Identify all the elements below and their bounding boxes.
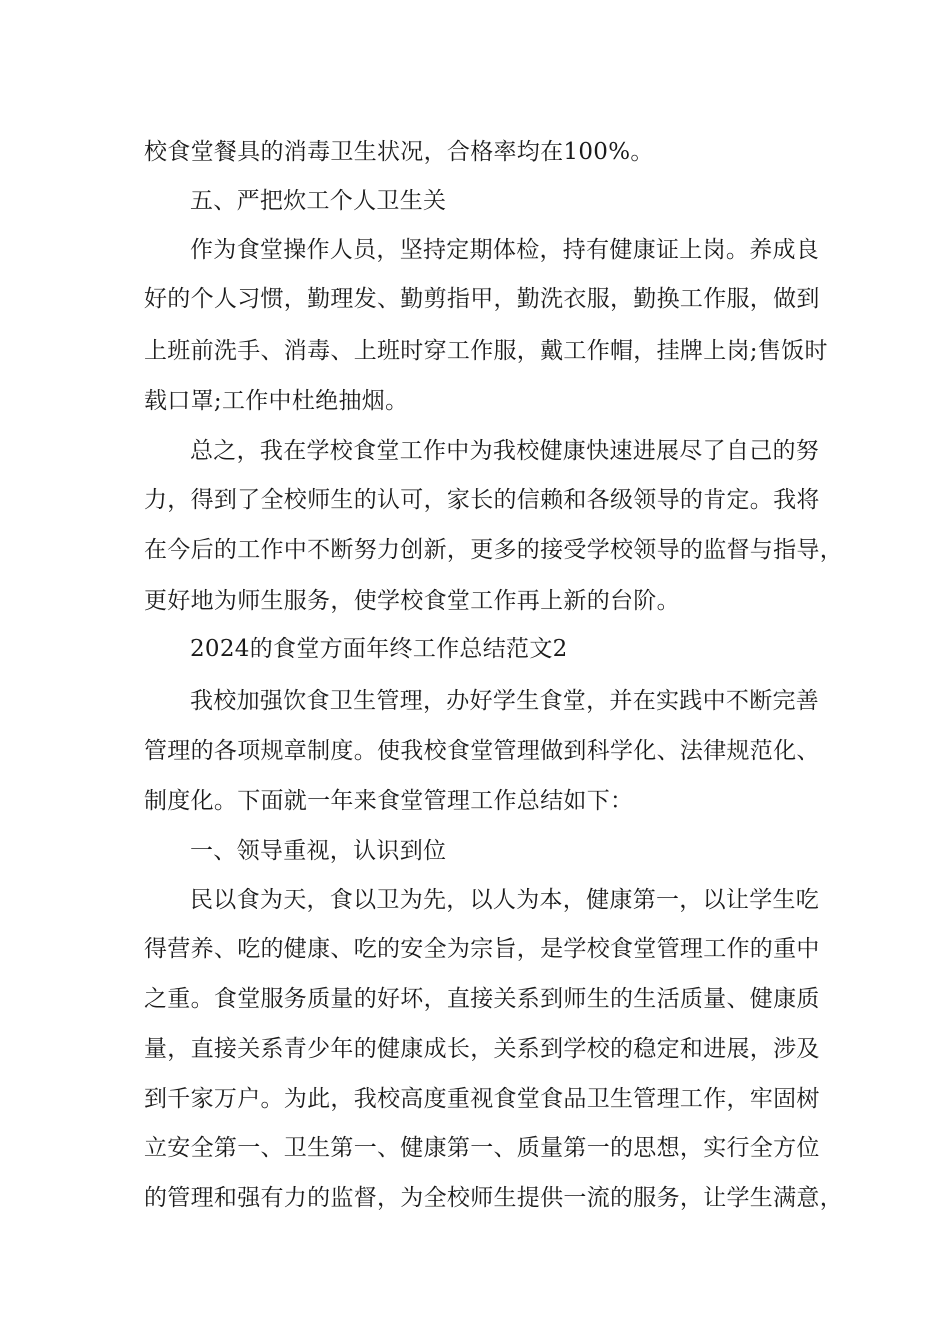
paragraph-line: 民以食为天，食以卫为先，以人为本，健康第一，以让学生吃 <box>190 887 820 913</box>
paragraph-line: 到千家万户。为此，我校高度重视食堂食品卫生管理工作，牢固树 <box>144 1086 820 1112</box>
paragraph-line: 更好地为师生服务，使学校食堂工作再上新的台阶。 <box>144 588 680 614</box>
paragraph-line: 制度化。下面就一年来食堂管理工作总结如下： <box>144 788 634 814</box>
document-subtitle: 2024的食堂方面年终工作总结范文2 <box>190 636 568 662</box>
section-heading: 五、严把炊工个人卫生关 <box>190 188 447 214</box>
paragraph-line: 我校加强饮食卫生管理，办好学生食堂，并在实践中不断完善 <box>190 688 820 714</box>
paragraph-line: 在今后的工作中不断努力创新，更多的接受学校领导的监督与指导， <box>144 537 843 563</box>
paragraph-line: 得营养、吃的健康、吃的安全为宗旨，是学校食堂管理工作的重中 <box>144 936 820 962</box>
paragraph-line: 作为食堂操作人员，坚持定期体检，持有健康证上岗。养成良 <box>190 237 820 263</box>
paragraph-line: 总之，我在学校食堂工作中为我校健康快速进展尽了自己的努 <box>190 438 820 464</box>
paragraph-line: 管理的各项规章制度。使我校食堂管理做到科学化、法律规范化、 <box>144 738 820 764</box>
section-heading: 一、领导重视，认识到位 <box>190 838 447 864</box>
paragraph-line: 上班前洗手、消毒、上班时穿工作服，戴工作帽，挂牌上岗;售饭时 <box>144 338 828 364</box>
paragraph-line: 量，直接关系青少年的健康成长，关系到学校的稳定和进展，涉及 <box>144 1036 820 1062</box>
paragraph-line: 之重。食堂服务质量的好坏，直接关系到师生的生活质量、健康质 <box>144 986 820 1012</box>
paragraph-line: 好的个人习惯，勤理发、勤剪指甲，勤洗衣服，勤换工作服，做到 <box>144 286 820 312</box>
paragraph-line: 力，得到了全校师生的认可，家长的信赖和各级领导的肯定。我将 <box>144 487 820 513</box>
paragraph-line: 载口罩;工作中杜绝抽烟。 <box>144 388 409 414</box>
paragraph-line: 的管理和强有力的监督，为全校师生提供一流的服务，让学生满意， <box>144 1185 843 1211</box>
paragraph-line: 校食堂餐具的消毒卫生状况，合格率均在100%。 <box>144 139 654 165</box>
paragraph-line: 立安全第一、卫生第一、健康第一、质量第一的思想，实行全方位 <box>144 1135 820 1161</box>
